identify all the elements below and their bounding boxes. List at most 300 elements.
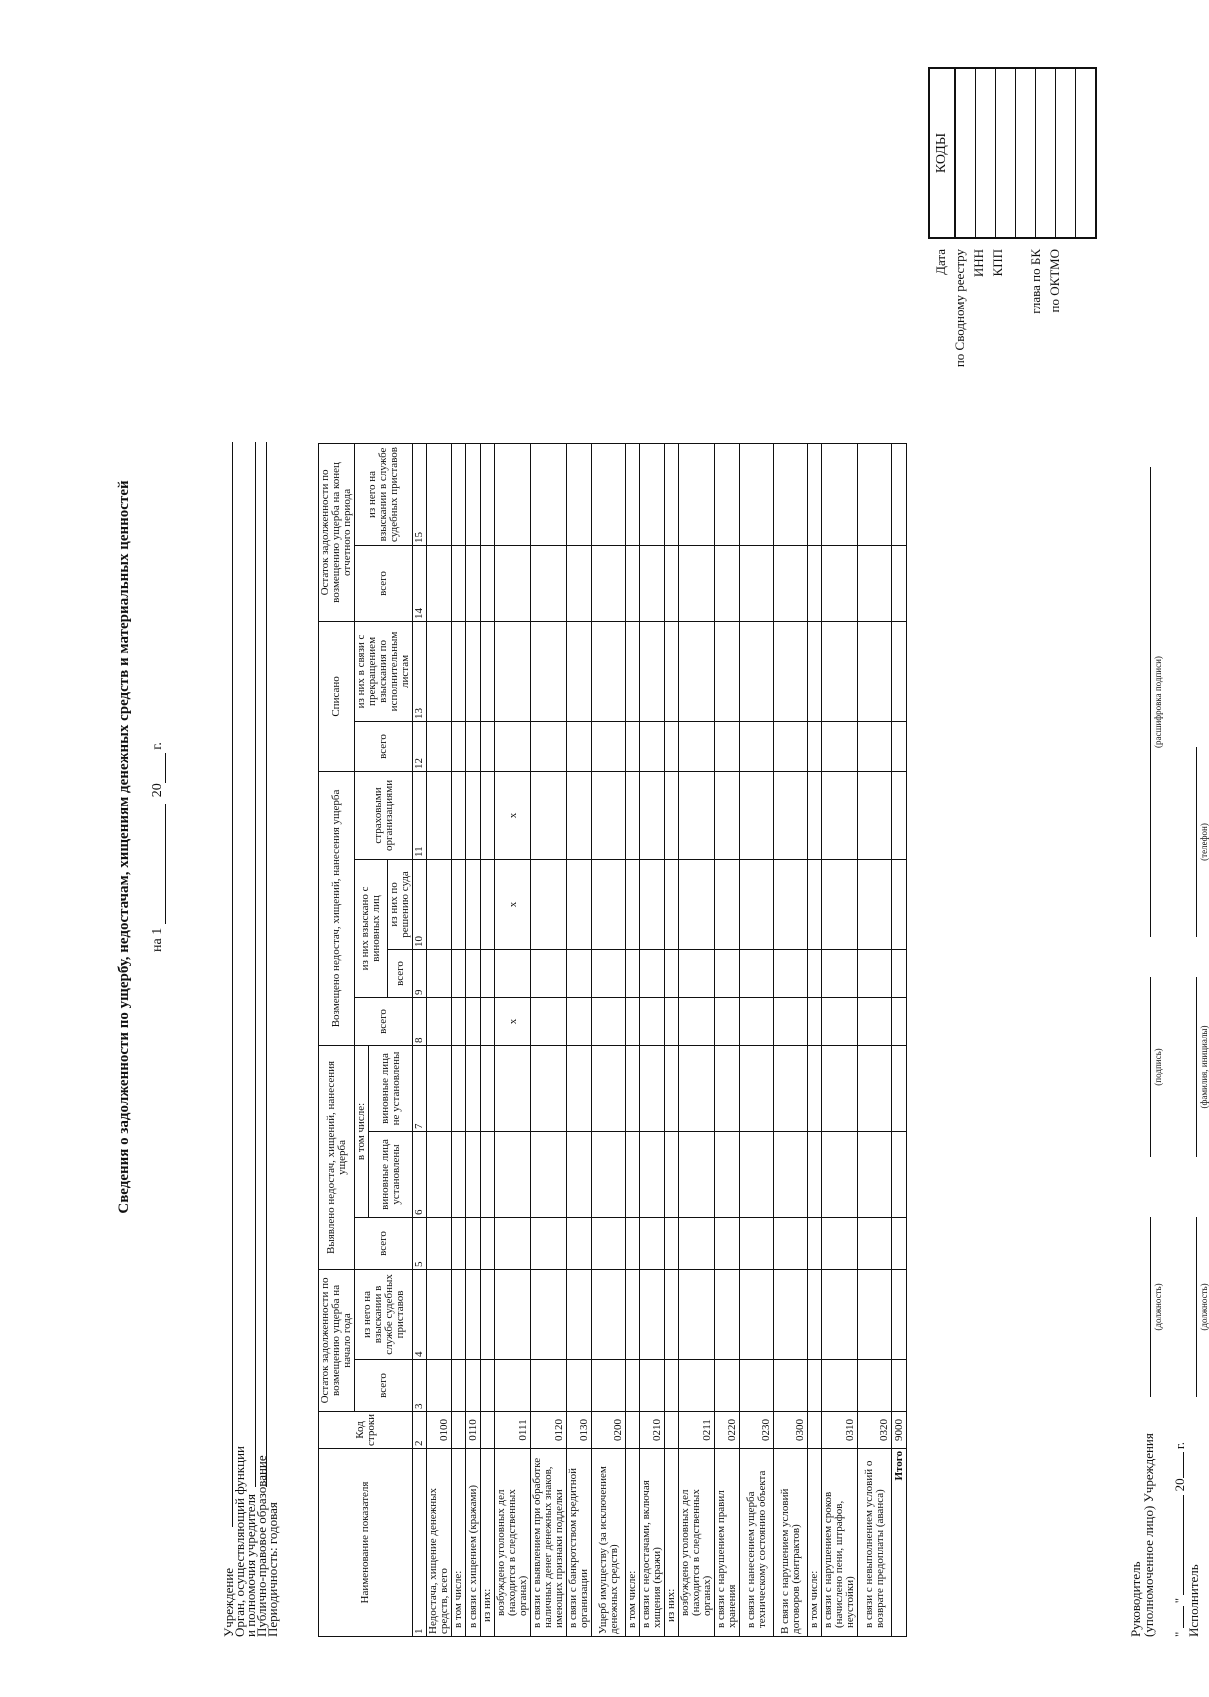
value-cell[interactable] xyxy=(592,771,626,859)
value-cell[interactable] xyxy=(858,621,892,721)
value-cell[interactable] xyxy=(640,621,665,721)
value-cell[interactable] xyxy=(626,1359,640,1411)
value-cell[interactable] xyxy=(531,997,567,1045)
value-cell[interactable] xyxy=(640,859,665,949)
value-cell[interactable] xyxy=(592,859,626,949)
head-position-field[interactable] xyxy=(1150,1217,1151,1397)
report-date-line xyxy=(150,137,166,1557)
value-cell[interactable] xyxy=(858,1217,892,1269)
value-cell[interactable] xyxy=(822,949,858,997)
value-cell[interactable] xyxy=(466,621,481,721)
value-cell[interactable] xyxy=(427,771,452,859)
value-cell[interactable] xyxy=(679,1045,715,1131)
value-cell[interactable] xyxy=(427,1131,452,1217)
value-cell[interactable] xyxy=(679,1131,715,1217)
value-cell[interactable] xyxy=(665,997,679,1045)
value-cell[interactable] xyxy=(481,859,495,949)
value-cell[interactable] xyxy=(740,771,774,859)
row-code xyxy=(808,1411,822,1448)
value-cell[interactable] xyxy=(822,1131,858,1217)
h-total-8: всего xyxy=(355,997,413,1045)
value-cell[interactable] xyxy=(774,997,808,1045)
value-cell[interactable] xyxy=(626,949,640,997)
value-cell[interactable] xyxy=(774,771,808,859)
code-cell-inn[interactable] xyxy=(996,69,1016,237)
value-cell[interactable] xyxy=(822,1359,858,1411)
value-cell[interactable] xyxy=(592,1217,626,1269)
value-cell[interactable] xyxy=(858,1269,892,1359)
value-cell[interactable] xyxy=(495,621,531,721)
x-mark-cell[interactable]: x xyxy=(495,859,531,949)
code-cell-registry[interactable] xyxy=(976,69,996,237)
value-cell[interactable] xyxy=(626,1269,640,1359)
value-cell[interactable] xyxy=(808,1359,822,1411)
value-cell[interactable] xyxy=(481,621,495,721)
value-cell[interactable] xyxy=(427,545,452,621)
value-cell[interactable] xyxy=(774,949,808,997)
value-cell[interactable] xyxy=(740,545,774,621)
value-cell[interactable] xyxy=(740,443,774,545)
value-cell[interactable] xyxy=(822,1269,858,1359)
value-cell[interactable] xyxy=(774,443,808,545)
value-cell[interactable] xyxy=(858,545,892,621)
value-cell[interactable] xyxy=(679,1269,715,1359)
value-cell[interactable] xyxy=(808,1217,822,1269)
value-cell[interactable] xyxy=(466,949,481,997)
value-cell[interactable] xyxy=(679,621,715,721)
value-cell[interactable] xyxy=(774,1045,808,1131)
value-cell[interactable] xyxy=(740,997,774,1045)
value-cell[interactable] xyxy=(495,1045,531,1131)
value-cell[interactable] xyxy=(640,443,665,545)
value-cell[interactable] xyxy=(808,859,822,949)
value-cell[interactable] xyxy=(531,1131,567,1217)
value-cell[interactable] xyxy=(427,721,452,771)
codes-label-oktmo: по ОКТМО xyxy=(1047,249,1062,313)
value-cell[interactable] xyxy=(592,1045,626,1131)
value-cell[interactable] xyxy=(715,621,740,721)
value-cell[interactable] xyxy=(640,1045,665,1131)
value-cell[interactable] xyxy=(567,771,592,859)
value-cell[interactable] xyxy=(452,1359,466,1411)
row-name: возбуждено уголовных дел (находится в следственных органах) xyxy=(495,1449,531,1637)
value-cell[interactable] xyxy=(592,997,626,1045)
value-cell[interactable] xyxy=(466,997,481,1045)
value-cell[interactable] xyxy=(665,859,679,949)
value-cell[interactable] xyxy=(822,997,858,1045)
executor-name-field[interactable] xyxy=(1196,977,1197,1157)
x-mark-cell[interactable]: x xyxy=(495,997,531,1045)
value-cell[interactable] xyxy=(427,1217,452,1269)
value-cell[interactable] xyxy=(567,545,592,621)
value-cell[interactable] xyxy=(892,859,907,949)
row-name: в том числе: xyxy=(808,1449,822,1637)
row-name: в связи с хищением (кражами) xyxy=(466,1449,481,1637)
value-cell[interactable] xyxy=(892,721,907,771)
value-cell[interactable] xyxy=(592,1359,626,1411)
sign-date-month-field[interactable] xyxy=(1183,1495,1184,1595)
value-cell[interactable] xyxy=(531,771,567,859)
codes-label-inn: ИНН xyxy=(971,249,986,278)
value-cell[interactable] xyxy=(665,721,679,771)
sign-date-suffix: г. xyxy=(1172,1442,1187,1450)
value-cell[interactable] xyxy=(665,1359,679,1411)
value-cell[interactable] xyxy=(452,1217,466,1269)
value-cell[interactable] xyxy=(679,721,715,771)
value-cell[interactable] xyxy=(858,997,892,1045)
value-cell[interactable] xyxy=(640,1359,665,1411)
table-row xyxy=(495,443,531,1636)
value-cell[interactable] xyxy=(665,1269,679,1359)
value-cell[interactable] xyxy=(626,997,640,1045)
value-cell[interactable] xyxy=(665,1217,679,1269)
value-cell[interactable] xyxy=(640,997,665,1045)
value-cell[interactable] xyxy=(858,1359,892,1411)
value-cell[interactable] xyxy=(531,621,567,721)
h-incl-6-7: в том числе: xyxy=(355,1045,369,1217)
value-cell[interactable] xyxy=(808,1131,822,1217)
head-decode-field[interactable] xyxy=(1150,467,1151,937)
value-cell[interactable] xyxy=(740,1359,774,1411)
value-cell[interactable] xyxy=(452,621,466,721)
value-cell[interactable] xyxy=(640,949,665,997)
value-cell[interactable] xyxy=(427,443,452,545)
value-cell[interactable] xyxy=(452,443,466,545)
value-cell[interactable] xyxy=(626,545,640,621)
value-cell[interactable] xyxy=(481,1217,495,1269)
value-cell[interactable] xyxy=(626,1217,640,1269)
h-bailiffs-15: из него на взыскании в службе судебных приставов xyxy=(355,443,413,545)
value-cell[interactable] xyxy=(858,721,892,771)
value-cell[interactable] xyxy=(640,1217,665,1269)
date-day-month-field[interactable] xyxy=(151,804,166,924)
value-cell[interactable] xyxy=(567,859,592,949)
value-cell[interactable] xyxy=(774,721,808,771)
value-cell[interactable] xyxy=(640,1269,665,1359)
sign-date-day-field[interactable] xyxy=(1183,1606,1184,1628)
value-cell[interactable] xyxy=(466,1359,481,1411)
value-cell[interactable] xyxy=(626,1131,640,1217)
head-label-2: (уполномоченное лицо) Учреждения xyxy=(1141,1433,1156,1637)
value-cell[interactable] xyxy=(808,443,822,545)
value-cell[interactable] xyxy=(427,997,452,1045)
value-cell[interactable] xyxy=(531,1217,567,1269)
value-cell[interactable] xyxy=(774,1269,808,1359)
value-cell[interactable] xyxy=(452,771,466,859)
value-cell[interactable] xyxy=(427,621,452,721)
value-cell[interactable] xyxy=(808,771,822,859)
value-cell[interactable] xyxy=(567,949,592,997)
value-cell[interactable] xyxy=(665,443,679,545)
value-cell[interactable] xyxy=(495,545,531,621)
value-cell[interactable] xyxy=(466,1131,481,1217)
value-cell[interactable] xyxy=(567,997,592,1045)
value-cell[interactable] xyxy=(822,545,858,621)
value-cell[interactable] xyxy=(531,1269,567,1359)
value-cell[interactable] xyxy=(567,1045,592,1131)
value-cell[interactable] xyxy=(715,721,740,771)
value-cell[interactable] xyxy=(452,1045,466,1131)
value-cell[interactable] xyxy=(808,621,822,721)
value-cell[interactable] xyxy=(740,721,774,771)
value-cell[interactable] xyxy=(592,621,626,721)
value-cell[interactable] xyxy=(567,1269,592,1359)
value-cell[interactable] xyxy=(567,443,592,545)
value-cell[interactable] xyxy=(466,721,481,771)
value-cell[interactable] xyxy=(808,997,822,1045)
value-cell[interactable] xyxy=(808,949,822,997)
value-cell[interactable] xyxy=(822,721,858,771)
row-code: 0320 xyxy=(858,1411,892,1448)
value-cell[interactable] xyxy=(427,859,452,949)
value-cell[interactable] xyxy=(679,859,715,949)
value-cell[interactable] xyxy=(495,1217,531,1269)
value-cell[interactable] xyxy=(715,997,740,1045)
value-cell[interactable] xyxy=(481,949,495,997)
col-num-13: 13 xyxy=(413,621,427,721)
value-cell[interactable] xyxy=(679,949,715,997)
institution-field[interactable] xyxy=(232,442,233,1527)
value-cell[interactable] xyxy=(592,1131,626,1217)
sign-date-year-field[interactable] xyxy=(1183,1452,1184,1478)
value-cell[interactable] xyxy=(427,1359,452,1411)
value-cell[interactable] xyxy=(592,545,626,621)
value-cell[interactable] xyxy=(892,1359,907,1411)
value-cell[interactable] xyxy=(592,721,626,771)
value-cell[interactable] xyxy=(774,621,808,721)
value-cell[interactable] xyxy=(466,443,481,545)
h-total-12: всего xyxy=(355,721,413,771)
value-cell[interactable] xyxy=(892,771,907,859)
value-cell[interactable] xyxy=(567,1217,592,1269)
value-cell[interactable] xyxy=(567,621,592,721)
value-cell[interactable] xyxy=(626,443,640,545)
value-cell[interactable] xyxy=(531,443,567,545)
value-cell[interactable] xyxy=(452,721,466,771)
value-cell[interactable] xyxy=(858,859,892,949)
value-cell[interactable] xyxy=(892,545,907,621)
col-num-15: 15 xyxy=(413,443,427,545)
value-cell[interactable] xyxy=(774,859,808,949)
value-cell[interactable] xyxy=(808,1269,822,1359)
value-cell[interactable] xyxy=(740,1131,774,1217)
value-cell[interactable] xyxy=(466,1045,481,1131)
executor-phone-caption: (телефон) xyxy=(1199,823,1209,861)
value-cell[interactable] xyxy=(531,721,567,771)
value-cell[interactable] xyxy=(640,545,665,621)
value-cell[interactable] xyxy=(665,621,679,721)
value-cell[interactable] xyxy=(626,859,640,949)
value-cell[interactable] xyxy=(715,1269,740,1359)
value-cell[interactable] xyxy=(892,949,907,997)
value-cell[interactable] xyxy=(665,1045,679,1131)
value-cell[interactable] xyxy=(626,721,640,771)
value-cell[interactable] xyxy=(774,1131,808,1217)
executor-phone-field[interactable] xyxy=(1196,747,1197,937)
value-cell[interactable] xyxy=(495,949,531,997)
value-cell[interactable] xyxy=(592,443,626,545)
value-cell[interactable] xyxy=(892,621,907,721)
value-cell[interactable] xyxy=(592,949,626,997)
col-num-12: 12 xyxy=(413,721,427,771)
value-cell[interactable] xyxy=(858,1045,892,1131)
date-year-field[interactable] xyxy=(151,753,166,783)
value-cell[interactable] xyxy=(740,859,774,949)
value-cell[interactable] xyxy=(740,1217,774,1269)
value-cell[interactable] xyxy=(822,1217,858,1269)
value-cell[interactable] xyxy=(481,1131,495,1217)
value-cell[interactable] xyxy=(808,545,822,621)
value-cell[interactable] xyxy=(822,1045,858,1131)
value-cell[interactable] xyxy=(640,1131,665,1217)
table-row xyxy=(427,443,452,1636)
value-cell[interactable] xyxy=(740,949,774,997)
value-cell[interactable] xyxy=(892,443,907,545)
value-cell[interactable] xyxy=(715,1217,740,1269)
value-cell[interactable] xyxy=(626,771,640,859)
value-cell[interactable] xyxy=(892,1131,907,1217)
value-cell[interactable] xyxy=(452,949,466,997)
value-cell[interactable] xyxy=(665,545,679,621)
value-cell[interactable] xyxy=(679,545,715,621)
value-cell[interactable] xyxy=(715,859,740,949)
public-entity-field[interactable] xyxy=(266,442,267,1487)
value-cell[interactable] xyxy=(822,621,858,721)
value-cell[interactable] xyxy=(531,949,567,997)
value-cell[interactable] xyxy=(665,1131,679,1217)
founder-field[interactable] xyxy=(255,442,256,1487)
value-cell[interactable] xyxy=(495,443,531,545)
value-cell[interactable] xyxy=(822,443,858,545)
value-cell[interactable] xyxy=(531,545,567,621)
value-cell[interactable] xyxy=(640,771,665,859)
value-cell[interactable] xyxy=(481,545,495,621)
value-cell[interactable] xyxy=(715,1131,740,1217)
value-cell[interactable] xyxy=(626,1045,640,1131)
row-code: 0210 xyxy=(640,1411,665,1448)
value-cell[interactable] xyxy=(679,771,715,859)
codes-label-kpp: КПП xyxy=(990,249,1005,277)
value-cell[interactable] xyxy=(592,1269,626,1359)
table-row xyxy=(626,443,640,1636)
executor-position-field[interactable] xyxy=(1196,1217,1197,1397)
value-cell[interactable] xyxy=(679,443,715,545)
value-cell[interactable] xyxy=(858,949,892,997)
value-cell[interactable] xyxy=(495,1269,531,1359)
value-cell[interactable] xyxy=(774,1359,808,1411)
value-cell[interactable] xyxy=(531,859,567,949)
value-cell[interactable] xyxy=(892,1217,907,1269)
value-cell[interactable] xyxy=(452,1269,466,1359)
value-cell[interactable] xyxy=(466,1217,481,1269)
value-cell[interactable] xyxy=(427,949,452,997)
value-cell[interactable] xyxy=(481,721,495,771)
value-cell[interactable] xyxy=(892,1045,907,1131)
value-cell[interactable] xyxy=(740,1045,774,1131)
row-name: в связи с недостачами, включая хищения (кражи) xyxy=(640,1449,665,1637)
value-cell[interactable] xyxy=(715,443,740,545)
value-cell[interactable] xyxy=(452,545,466,621)
code-cell-blank[interactable] xyxy=(1036,69,1056,237)
value-cell[interactable] xyxy=(715,771,740,859)
value-cell[interactable] xyxy=(481,1269,495,1359)
value-cell[interactable] xyxy=(495,1359,531,1411)
row-name: Итого xyxy=(892,1449,907,1637)
value-cell[interactable] xyxy=(452,1131,466,1217)
value-cell[interactable] xyxy=(466,545,481,621)
x-mark-cell[interactable]: x xyxy=(495,771,531,859)
value-cell[interactable] xyxy=(808,1045,822,1131)
code-cell-bk[interactable] xyxy=(1056,69,1076,237)
col-num-10: 10 xyxy=(413,859,427,949)
value-cell[interactable] xyxy=(567,1359,592,1411)
value-cell[interactable] xyxy=(679,1217,715,1269)
value-cell[interactable] xyxy=(715,1359,740,1411)
value-cell[interactable] xyxy=(452,859,466,949)
value-cell[interactable] xyxy=(481,771,495,859)
value-cell[interactable] xyxy=(774,1217,808,1269)
value-cell[interactable] xyxy=(808,721,822,771)
table-body xyxy=(427,443,907,1636)
value-cell[interactable] xyxy=(531,1045,567,1131)
value-cell[interactable] xyxy=(495,721,531,771)
value-cell[interactable] xyxy=(715,1045,740,1131)
value-cell[interactable] xyxy=(567,721,592,771)
head-signature-field[interactable] xyxy=(1150,977,1151,1157)
value-cell[interactable] xyxy=(481,1045,495,1131)
code-cell-oktmo[interactable] xyxy=(1076,69,1095,237)
value-cell[interactable] xyxy=(481,443,495,545)
value-cell[interactable] xyxy=(481,997,495,1045)
value-cell[interactable] xyxy=(567,1131,592,1217)
value-cell[interactable] xyxy=(466,859,481,949)
value-cell[interactable] xyxy=(481,1359,495,1411)
value-cell[interactable] xyxy=(679,997,715,1045)
value-cell[interactable] xyxy=(466,1269,481,1359)
value-cell[interactable] xyxy=(495,1131,531,1217)
row-code: 0310 xyxy=(822,1411,858,1448)
founder-label-2: и полномочия учредителя xyxy=(243,1494,258,1637)
value-cell[interactable] xyxy=(531,1359,567,1411)
value-cell[interactable] xyxy=(858,1131,892,1217)
value-cell[interactable] xyxy=(858,771,892,859)
value-cell[interactable] xyxy=(858,443,892,545)
value-cell[interactable] xyxy=(452,997,466,1045)
value-cell[interactable] xyxy=(665,949,679,997)
value-cell[interactable] xyxy=(822,771,858,859)
value-cell[interactable] xyxy=(892,997,907,1045)
code-cell-date[interactable] xyxy=(956,69,976,237)
table-row xyxy=(774,443,808,1636)
value-cell[interactable] xyxy=(740,621,774,721)
value-cell[interactable] xyxy=(626,621,640,721)
value-cell[interactable] xyxy=(427,1269,452,1359)
value-cell[interactable] xyxy=(679,1359,715,1411)
value-cell[interactable] xyxy=(740,1269,774,1359)
value-cell[interactable] xyxy=(822,859,858,949)
value-cell[interactable] xyxy=(466,771,481,859)
code-cell-kpp[interactable] xyxy=(1016,69,1036,237)
value-cell[interactable] xyxy=(427,1045,452,1131)
value-cell[interactable] xyxy=(892,1269,907,1359)
value-cell[interactable] xyxy=(640,721,665,771)
value-cell[interactable] xyxy=(715,949,740,997)
value-cell[interactable] xyxy=(665,771,679,859)
value-cell[interactable] xyxy=(715,545,740,621)
value-cell[interactable] xyxy=(774,545,808,621)
h-persons-found-6: виновные лица установлены xyxy=(369,1131,413,1217)
table-row xyxy=(715,443,740,1636)
